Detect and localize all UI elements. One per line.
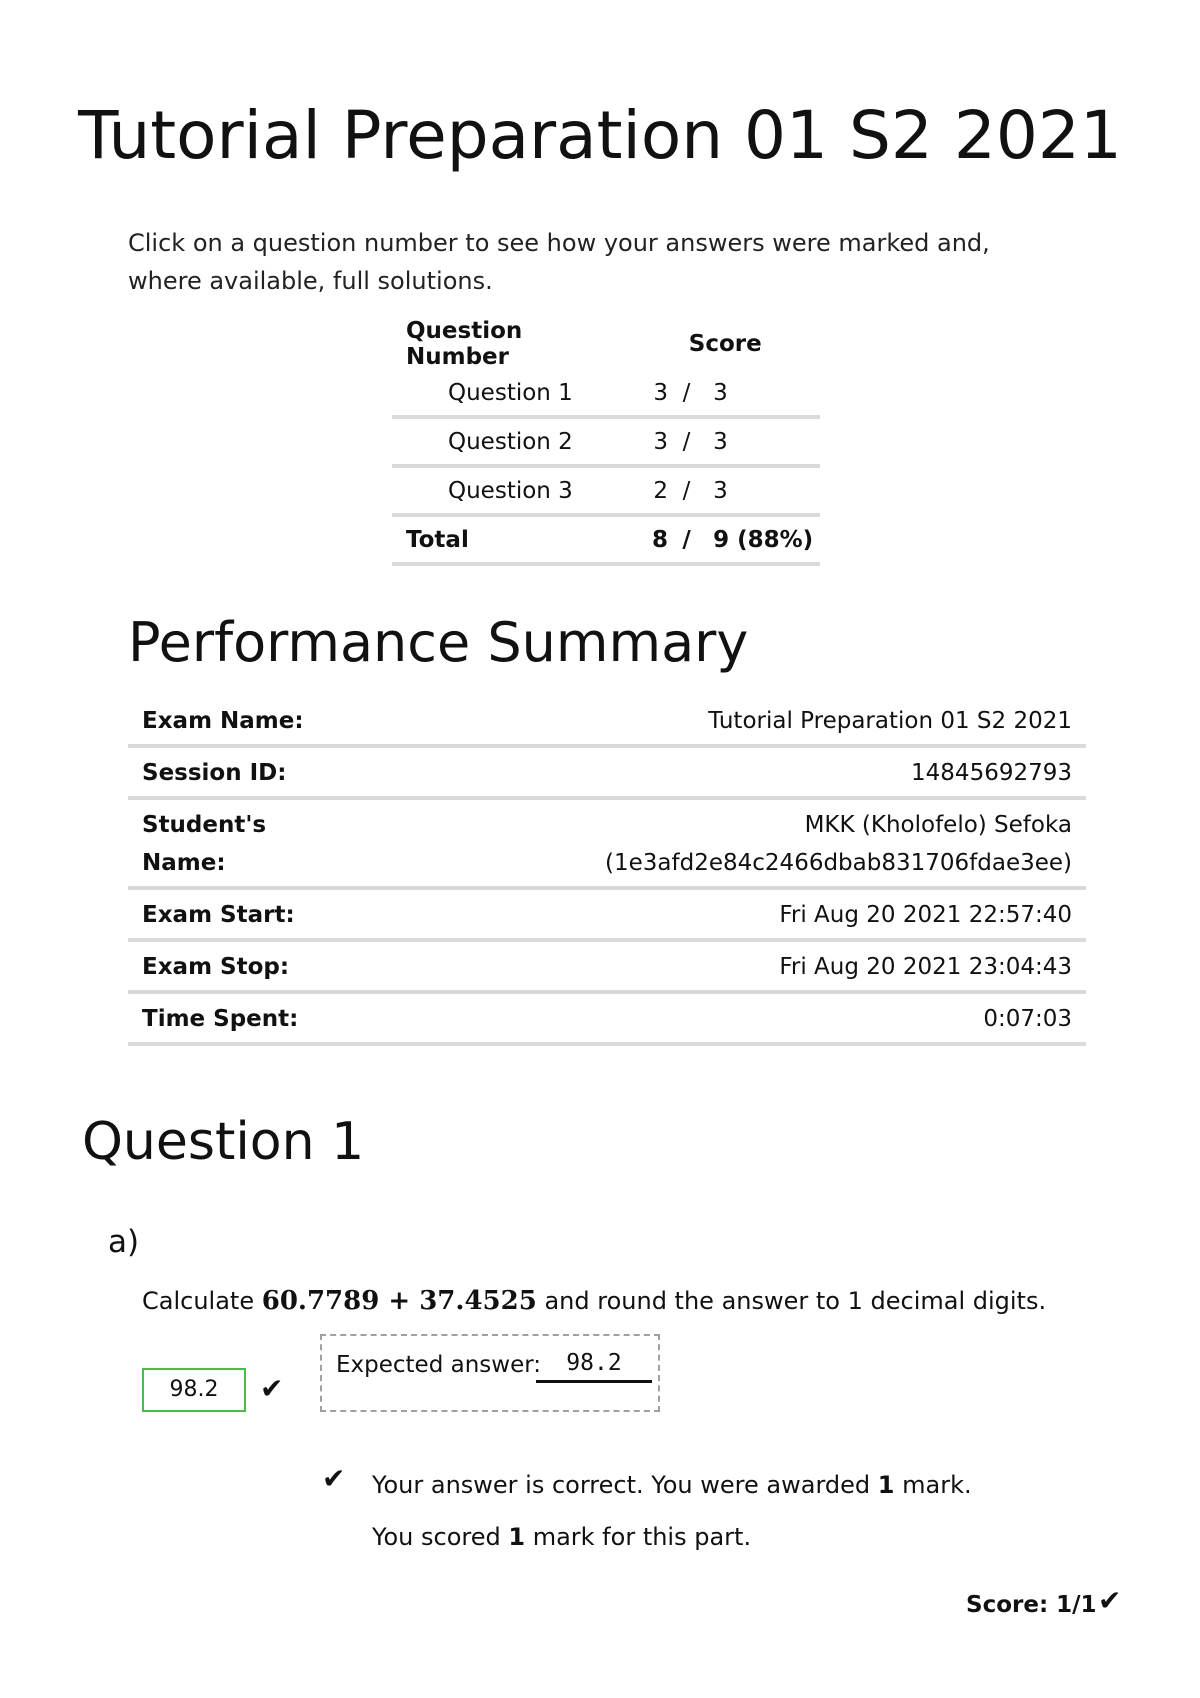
score-separator: / <box>668 417 705 466</box>
question-link[interactable]: Question 1 <box>392 370 625 417</box>
check-icon: ✔ <box>1098 1584 1122 1617</box>
perf-row-exam-stop <box>128 940 1086 992</box>
score-row-question-2[interactable] <box>392 417 820 466</box>
page-title: Tutorial Preparation 01 S2 2021 <box>78 97 1122 174</box>
perf-key: Session ID: <box>128 746 346 798</box>
perf-key: Exam Name: <box>128 696 346 746</box>
score-separator: / <box>668 466 705 515</box>
score-separator: / <box>668 370 705 417</box>
check-icon: ✔ <box>260 1372 284 1405</box>
perf-row-exam-start <box>128 888 1086 940</box>
total-label: Total <box>392 515 625 564</box>
intro-text: Click on a question number to see how your answers were marked and, where available, full solutions. <box>128 229 990 295</box>
perf-key: Time Spent: <box>128 992 346 1044</box>
perf-row-session-id <box>128 746 1086 798</box>
feedback-correct <box>372 1468 972 1502</box>
expected-answer-label: Expected answer: <box>336 1352 542 1378</box>
score-value: 3 <box>625 370 668 417</box>
total-separator: / <box>668 515 705 564</box>
perf-value: 14845692793 <box>346 746 1086 798</box>
perf-value: Tutorial Preparation 01 S2 2021 <box>346 696 1086 746</box>
performance-summary-heading: Performance Summary <box>128 611 749 674</box>
feedback-text: mark for this part. <box>532 1523 752 1551</box>
prompt-pre: Calculate <box>142 1287 255 1315</box>
header-score: Score <box>688 331 762 357</box>
score-max: 3 <box>705 466 820 515</box>
perf-key: Exam Stop: <box>128 940 346 992</box>
check-icon: ✔ <box>322 1462 346 1495</box>
perf-value: 0:07:03 <box>346 992 1086 1044</box>
score-row-question-1[interactable] <box>392 370 820 417</box>
prompt-post: and round the answer to 1 decimal digits. <box>544 1287 1047 1315</box>
perf-row-student-name <box>128 798 1086 888</box>
score-value: 2 <box>625 466 668 515</box>
question-link[interactable]: Question 2 <box>392 417 625 466</box>
perf-value <box>346 798 1086 888</box>
score-row-question-3[interactable] <box>392 466 820 515</box>
prompt-math: 60.7789 + 37.4525 <box>261 1286 537 1316</box>
feedback-part-score <box>372 1520 751 1554</box>
total-score: 8 <box>625 515 668 564</box>
perf-row-exam-name <box>128 696 1086 746</box>
part-a-label: a) <box>108 1224 140 1260</box>
feedback-text: mark. <box>902 1471 972 1499</box>
score-value: 3 <box>625 417 668 466</box>
feedback-marks: 1 <box>877 1471 895 1499</box>
part-score: Score: 1/1 <box>966 1592 1097 1618</box>
feedback-text: Your answer is correct. You were awarded <box>372 1471 871 1499</box>
perf-key: Student's Name: <box>128 798 346 888</box>
feedback-marks: 1 <box>508 1523 526 1551</box>
score-max: 3 <box>705 370 820 417</box>
question-link[interactable]: Question 3 <box>392 466 625 515</box>
student-answer-field[interactable]: 98.2 <box>142 1368 246 1412</box>
perf-key: Exam Start: <box>128 888 346 940</box>
perf-value: Fri Aug 20 2021 22:57:40 <box>346 888 1086 940</box>
student-id: (1e3afd2e84c2466dbab831706fdae3ee) <box>605 850 1072 876</box>
score-max: 3 <box>705 417 820 466</box>
total-max: 9 (88%) <box>705 515 820 564</box>
question-prompt <box>142 1282 1046 1320</box>
performance-summary-table <box>128 696 1086 1046</box>
expected-answer-value: 98.2 <box>536 1346 652 1383</box>
score-table-header <box>392 318 820 370</box>
score-row-total <box>392 515 820 564</box>
score-table <box>392 318 820 566</box>
question-1-heading: Question 1 <box>82 1112 365 1172</box>
perf-value: Fri Aug 20 2021 23:04:43 <box>346 940 1086 992</box>
feedback-text: You scored <box>372 1523 501 1551</box>
header-question-number: Question Number <box>406 318 523 370</box>
expected-answer-box <box>320 1334 660 1412</box>
student-name: MKK (Kholofelo) Sefoka <box>804 812 1072 838</box>
perf-row-time-spent <box>128 992 1086 1044</box>
